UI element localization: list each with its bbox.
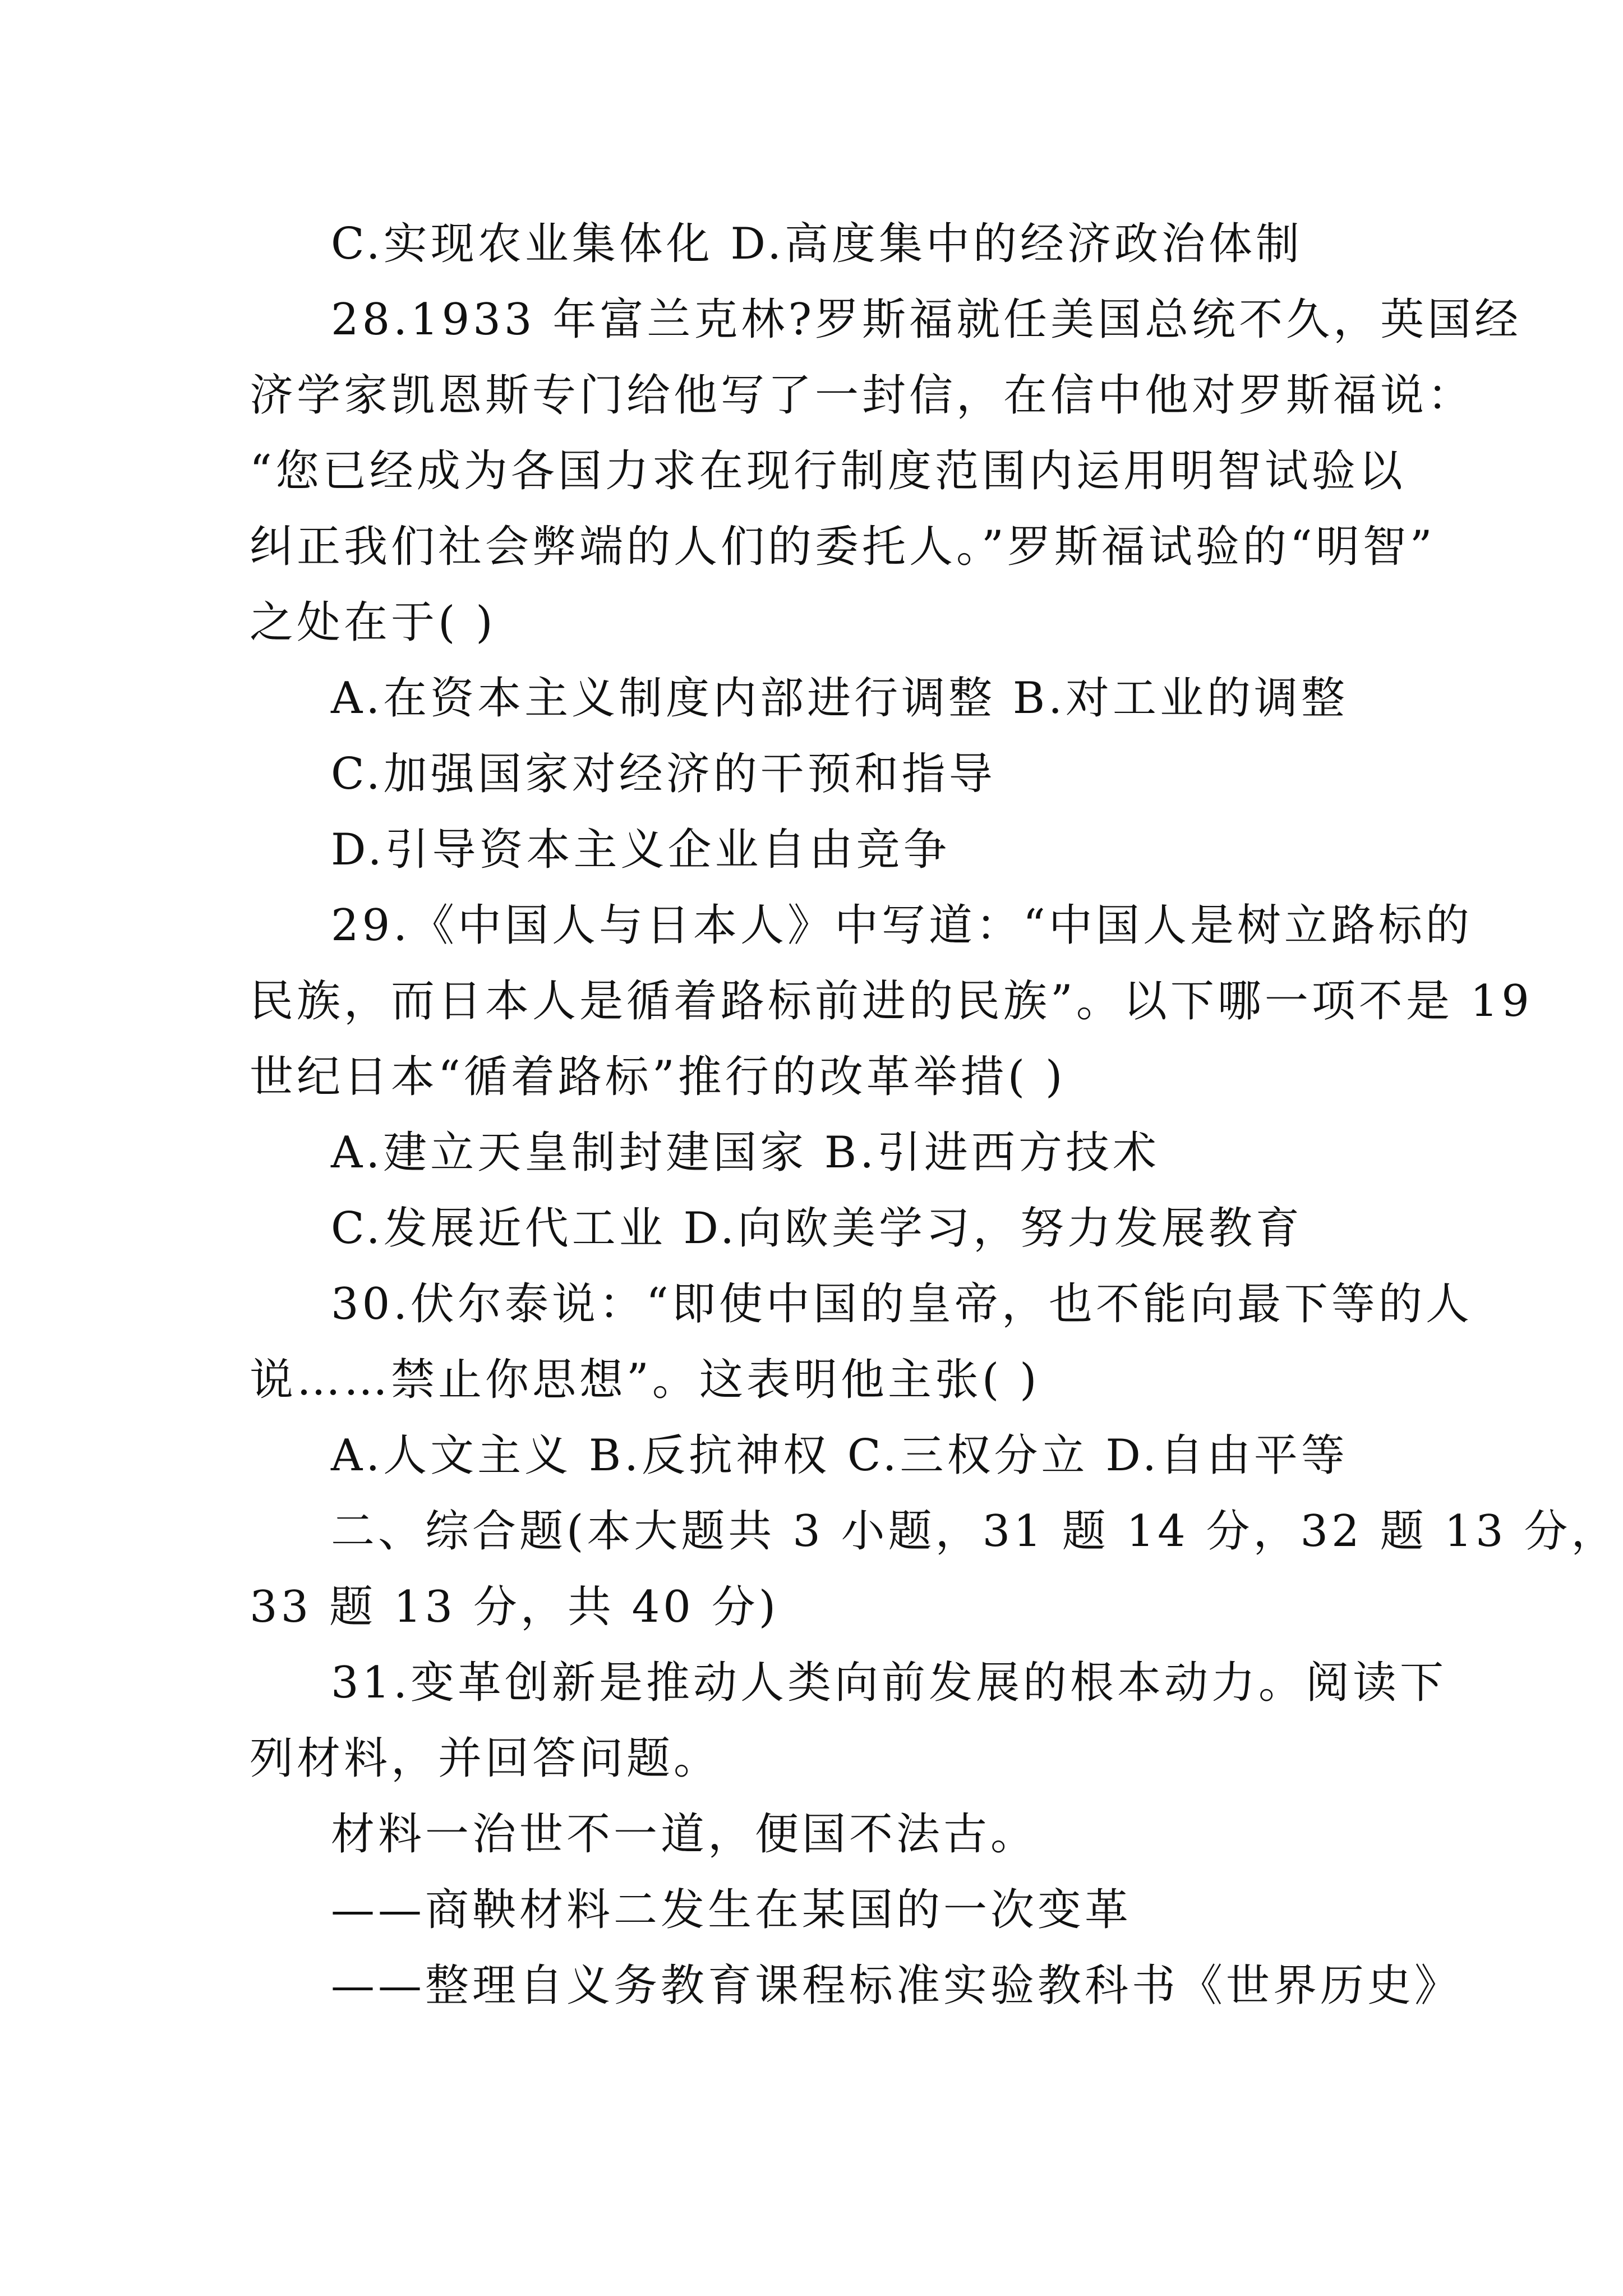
text-line-material-1: 材料一治世不一道，便国不法古。 — [331, 1809, 1038, 1860]
text-line-q28-4: 纠正我们社会弊端的人们的委托人。”罗斯福试验的“明智” — [250, 522, 1436, 572]
text-line-q28-5: 之处在于( ) — [250, 597, 496, 648]
text-line-q28-option-d: D.引导资本主义企业自由竞争 — [331, 825, 951, 875]
text-line-material-2: ——商鞅材料二发生在某国的一次变革 — [331, 1885, 1132, 1935]
text-line-q31-start: 31.变革创新是推动人类向前发展的根本动力。阅读下 — [331, 1658, 1447, 1708]
text-line-q30-options: A.人文主义 B.反抗神权 C.三权分立 D.自由平等 — [331, 1430, 1348, 1481]
text-line-q31-2: 列材料，并回答问题。 — [250, 1733, 721, 1784]
text-line-q29-option-cd: C.发展近代工业 D.向欧美学习，努力发展教育 — [331, 1203, 1303, 1254]
text-line-q28-2: 济学家凯恩斯专门给他写了一封信，在信中他对罗斯福说： — [250, 370, 1475, 421]
text-line-q30-start: 30.伏尔泰说：“即使中国的皇帝，也不能向最下等的人 — [331, 1279, 1473, 1329]
text-line-q30-2: 说……禁止你思想”。这表明他主张( ) — [250, 1355, 1040, 1405]
text-line-q28-start: 28.1933 年富兰克林?罗斯福就任美国总统不久，英国经 — [331, 295, 1522, 345]
text-line-q29-start: 29.《中国人与日本人》中写道：“中国人是树立路标的 — [331, 900, 1473, 951]
text-line-source: ——整理自义务教育课程标准实验教科书《世界历史》 — [331, 1961, 1462, 2011]
section-heading-comprehensive: 二、综合题(本大题共 3 小题，31 题 14 分，32 题 13 分， — [331, 1506, 1619, 1557]
text-line-q28-3: “您已经成为各国力求在现行制度范围内运用明智试验以 — [250, 446, 1406, 496]
text-line-q29-3: 世纪日本“循着路标”推行的改革举措( ) — [250, 1052, 1066, 1102]
text-line-q29-2: 民族，而日本人是循着路标前进的民族”。以下哪一项不是 19 — [250, 976, 1533, 1027]
text-line-q29-option-ab: A.建立天皇制封建国家 B.引进西方技术 — [331, 1128, 1160, 1178]
text-line-q28-option-c: C.加强国家对经济的干预和指导 — [331, 749, 996, 799]
section-heading-cont: 33 题 13 分，共 40 分) — [250, 1582, 780, 1632]
text-line-q28-option-ab: A.在资本主义制度内部进行调整 B.对工业的调整 — [331, 673, 1349, 724]
text-line-option-c-d-q27: C.实现农业集体化 D.高度集中的经济政治体制 — [331, 219, 1303, 269]
